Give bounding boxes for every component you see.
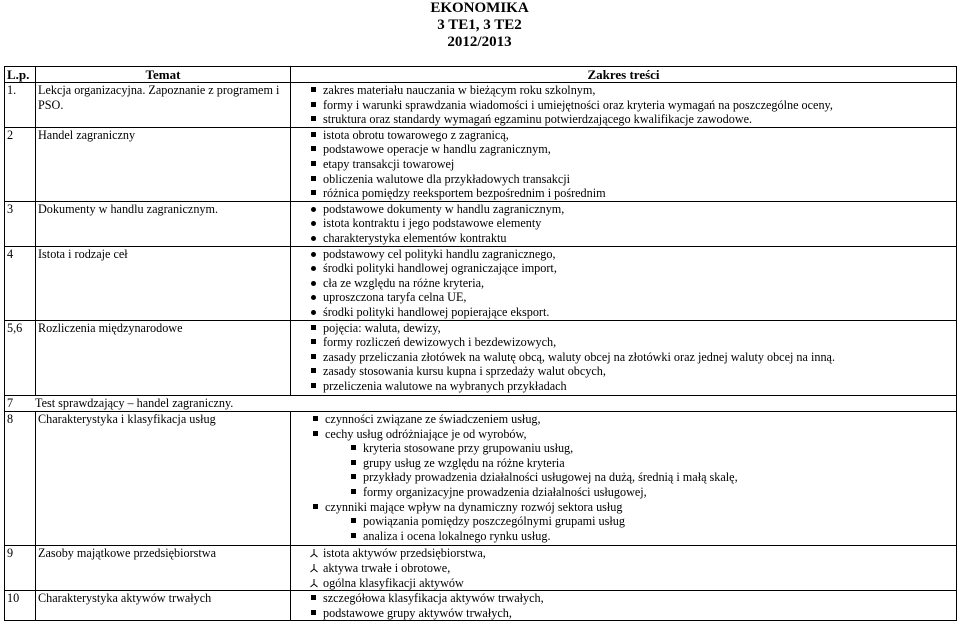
list-item [311, 202, 954, 217]
list-item-text: formy rozliczeń dewizowych i bezdewizowych, [323, 335, 557, 350]
dot-bullet-icon [311, 221, 316, 226]
list-item-text: formy organizacyjne prowadzenia działalności usługowej, [363, 485, 647, 500]
square-bullet-icon [311, 146, 316, 151]
scope-cell [291, 83, 957, 128]
topic-text: Charakterystyka i klasyfikacja usług [36, 412, 291, 546]
topic-text: Charakterystyka aktywów trwałych [36, 591, 291, 621]
document-header [0, 0, 959, 51]
table-row [5, 201, 957, 246]
list-item [311, 561, 954, 576]
list-item-text: zasady przeliczania złotówek na walutę obcą, waluty obcej na złotówki oraz jednej waluty obcej na inną. [323, 349, 835, 364]
list-item-text: czynniki mające wpływ na dynamiczny rozwój sektora usług [325, 499, 623, 514]
list-item-text: podstawowe operacje w handlu zagranicznym, [323, 142, 551, 157]
ray-bullet-icon [309, 563, 319, 573]
table-row [5, 246, 957, 320]
square-bullet-icon [311, 610, 316, 615]
list-item [311, 576, 954, 591]
list-item [311, 231, 954, 246]
dot-bullet-icon [311, 310, 316, 315]
list-item [311, 157, 954, 172]
list-item [311, 350, 954, 365]
topic-text: Test sprawdzający – handel zagraniczny. [35, 396, 234, 411]
square-bullet-icon [311, 190, 316, 195]
topic-text: Rozliczenia międzynarodowe [36, 320, 291, 396]
scope-list [311, 546, 954, 590]
list-item [311, 142, 954, 157]
list-item [313, 427, 954, 442]
scope-list [311, 247, 954, 320]
table-row [5, 127, 957, 201]
list-item [311, 98, 954, 113]
list-item-text: istota aktywów przedsiębiorstwa, [323, 546, 486, 561]
list-item-text: środki polityki handlowej ograniczające import, [323, 261, 557, 276]
scope-list [311, 83, 954, 127]
square-bullet-icon [311, 87, 316, 92]
list-item [311, 606, 954, 621]
list-item [313, 412, 954, 427]
list-item-text: cechy usług odróżniające je od wyrobów, [325, 426, 527, 441]
scope-cell [291, 412, 957, 546]
list-item-text: szczegółowa klasyfikacja aktywów trwałych, [323, 591, 544, 606]
list-item-text: istota obrotu towarowego z zagranicą, [323, 127, 509, 142]
square-bullet-icon [313, 416, 318, 421]
list-item [311, 83, 954, 98]
list-item [313, 500, 954, 515]
list-item [311, 128, 954, 143]
square-bullet-icon [351, 518, 356, 523]
list-item-text: podstawowe dokumenty w handlu zagranicznym, [323, 201, 565, 216]
list-item [311, 186, 954, 201]
topic-text: Lekcja organizacyjna. Zapoznanie z programem i PSO. [36, 83, 291, 128]
table-body [5, 83, 957, 621]
square-bullet-icon [313, 504, 318, 509]
scope-cell [291, 546, 957, 591]
list-item-text: kryteria stosowane przy grupowaniu usług, [363, 441, 574, 456]
list-item-text: podstawowe grupy aktywów trwałych, [323, 605, 512, 620]
dot-bullet-icon [311, 207, 316, 212]
list-item-text: uproszczona taryfa celna UE, [323, 290, 467, 305]
scope-cell [291, 591, 957, 621]
square-bullet-icon [351, 474, 356, 479]
scope-cell [291, 201, 957, 246]
topic-text: Handel zagraniczny [36, 127, 291, 201]
table-header-row [5, 67, 957, 83]
list-item-text: etapy transakcji towarowej [323, 156, 455, 171]
list-item-text: struktura oraz standardy wymagań egzaminu potwierdzającego kwalifikacje zawodowe. [323, 112, 753, 127]
list-item [311, 305, 954, 320]
scope-list [313, 412, 954, 543]
list-item-text: istota kontraktu i jego podstawowe elementy [323, 216, 542, 231]
scope-list [311, 202, 954, 246]
row-number: 9 [5, 546, 36, 591]
square-bullet-icon [311, 368, 316, 373]
table-row [5, 412, 957, 546]
list-item [311, 216, 954, 231]
col-lp-header: L.p. [5, 67, 36, 83]
table-row [5, 396, 957, 412]
list-item-text: charakterystyka elementów kontraktu [323, 230, 507, 245]
list-item-text: powiązania pomiędzy poszczególnymi grupami usług [363, 514, 625, 529]
square-bullet-icon [311, 339, 316, 344]
list-item [311, 112, 954, 127]
list-item [311, 172, 954, 187]
list-item [351, 514, 954, 529]
list-item-text: podstawowy cel polityki handlu zagranicznego, [323, 246, 556, 261]
scope-list [311, 591, 954, 620]
list-item [311, 364, 954, 379]
curriculum-table [4, 66, 957, 621]
square-bullet-icon [311, 161, 316, 166]
col-scope-header: Zakres treści [291, 67, 957, 83]
list-item [351, 529, 954, 544]
list-item [311, 335, 954, 350]
square-bullet-icon [311, 102, 316, 107]
scope-cell [291, 320, 957, 396]
col-topic-header: Temat [36, 67, 291, 83]
table-row [5, 320, 957, 396]
list-item [311, 290, 954, 305]
scope-cell [291, 246, 957, 320]
row-number: 1. [5, 83, 36, 128]
topic-cell [5, 396, 957, 412]
square-bullet-icon [311, 325, 316, 330]
table-row [5, 546, 957, 591]
square-bullet-icon [311, 116, 316, 121]
topic-text: Istota i rodzaje ceł [36, 246, 291, 320]
row-number: 2 [5, 127, 36, 201]
row-number: 5,6 [5, 320, 36, 396]
list-item-text: przykłady prowadzenia działalności usługowej na dużą, średnią i małą skalę, [363, 470, 738, 485]
table-row [5, 591, 957, 621]
list-item-text: zakres materiału nauczania w bieżącym roku szkolnym, [323, 83, 596, 97]
ray-bullet-icon [309, 578, 319, 588]
dot-bullet-icon [311, 281, 316, 286]
table-row [5, 83, 957, 128]
dot-bullet-icon [311, 266, 316, 271]
square-bullet-icon [311, 132, 316, 137]
list-item [311, 276, 954, 291]
ray-bullet-icon [309, 548, 319, 558]
list-item-text: zasady stosowania kursu kupna i sprzedaży walut obcych, [323, 364, 606, 379]
list-item-text: czynności związane ze świadczeniem usług, [325, 412, 541, 427]
row-number: 8 [5, 412, 36, 546]
list-item [311, 379, 954, 394]
square-bullet-icon [311, 354, 316, 359]
list-item-text: przeliczenia walutowe na wybranych przykładach [323, 378, 567, 393]
list-item-text: ogólna klasyfikacji aktywów [323, 575, 464, 590]
square-bullet-icon [311, 595, 316, 600]
square-bullet-icon [351, 489, 356, 494]
row-number: 3 [5, 201, 36, 246]
list-item-text: aktywa trwałe i obrotowe, [323, 561, 451, 575]
square-bullet-icon [351, 445, 356, 450]
dot-bullet-icon [311, 295, 316, 300]
scope-cell [291, 127, 957, 201]
scope-list [311, 128, 954, 201]
square-bullet-icon [351, 460, 356, 465]
square-bullet-icon [311, 383, 316, 388]
list-item-text: cła ze względu na różne kryteria, [323, 275, 485, 290]
list-item-text: obliczenia walutowe dla przykładowych transakcji [323, 171, 571, 186]
class-list: 3 TE1, 3 TE2 [437, 17, 522, 33]
square-bullet-icon [351, 533, 356, 538]
subject-title: EKONOMIKA [430, 0, 529, 16]
list-item [351, 456, 954, 471]
list-item-text: analiza i ocena lokalnego rynku usług. [363, 528, 551, 543]
row-number: 7 [7, 396, 14, 411]
list-item-text: formy i warunki sprawdzania wiadomości i umiejętności oraz kryteria wymagań na poszczególne oceny, [323, 97, 833, 112]
school-year: 2012/2013 [447, 34, 512, 50]
square-bullet-icon [313, 431, 318, 436]
list-item [351, 485, 954, 500]
list-item [311, 591, 954, 606]
dot-bullet-icon [311, 252, 316, 257]
topic-text: Dokumenty w handlu zagranicznym. [36, 201, 291, 246]
list-item [311, 546, 954, 561]
list-item-text: różnica pomiędzy reeksportem bezpośrednim i pośrednim [323, 186, 606, 201]
list-item [351, 470, 954, 485]
list-item-text: grupy usług ze względu na różne kryteria [363, 455, 565, 470]
list-item [311, 247, 954, 262]
row-number: 4 [5, 246, 36, 320]
list-item-text: środki polityki handlowej popierające eksport. [323, 304, 550, 319]
list-item [311, 261, 954, 276]
scope-list [311, 321, 954, 394]
list-item-text: pojęcia: waluta, dewizy, [323, 320, 441, 335]
list-item [351, 441, 954, 456]
dot-bullet-icon [311, 236, 316, 241]
square-bullet-icon [311, 176, 316, 181]
topic-text: Zasoby majątkowe przedsiębiorstwa [36, 546, 291, 591]
row-number: 10 [5, 591, 36, 621]
list-item [311, 321, 954, 336]
